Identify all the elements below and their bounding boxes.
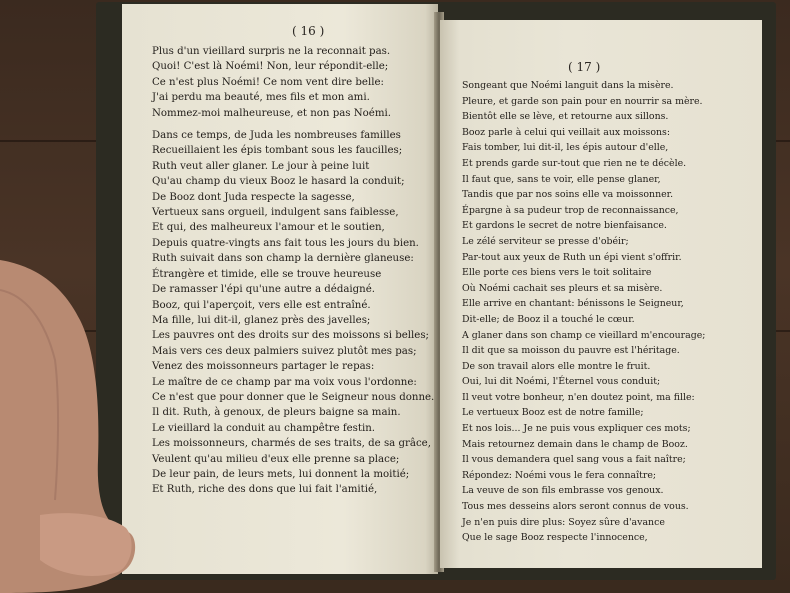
text-line: De son travail alors elle montre le fruit. [462, 360, 651, 372]
text-line: Vertueux sans orgueil, indulgent sans faiblesse, [152, 207, 399, 219]
text-line: Plus d'un vieillard surpris ne la reconnait pas. [152, 46, 391, 57]
text-line: Songeant que Noémi languit dans la misère. [462, 80, 674, 91]
text-line: Bientôt elle se lève, et retourne aux sillons. [462, 111, 669, 123]
text-line: Les moissonneurs, charmés de ses traits, de sa grâce, [152, 438, 431, 450]
text-line: Venez des moissonneurs partager le repas: [152, 361, 375, 373]
text-line: Mais retournez demain dans le champ de Booz. [462, 438, 688, 450]
text-line: Dans ce temps, de Juda les nombreuses familles [152, 130, 401, 142]
text-line: J'ai perdu ma beauté, mes fils et mon ami. [152, 92, 370, 104]
text-line: Pleure, et garde son pain pour en nourrir sa mère. [462, 95, 703, 107]
text-line: Mais vers ces deux palmiers suivez plutôt mes pas; [152, 345, 417, 357]
text-line: A glaner dans son champ ce vieillard m'encourage; [462, 329, 706, 341]
text-line: Quoi! C'est là Noémi! Non, leur répondit-elle; [152, 61, 389, 73]
text-line: Répondez: Noémi vous le fera connaître; [462, 469, 657, 481]
text-line: Et prends garde sur-tout que rien ne te décèle. [462, 157, 687, 169]
text-line: Depuis quatre-vingts ans fait tous les jours du bien. [152, 237, 419, 249]
text-line: La veuve de son fils embrasse vos genoux. [462, 485, 664, 497]
text-line: Ma fille, lui dit-il, glanez près des javelles; [152, 314, 371, 326]
text-line: De ramasser l'épi qu'une autre a dédaigné. [152, 284, 376, 296]
text-line: Étrangère et timide, elle se trouve heureuse [152, 268, 382, 280]
text-line: Ce n'est plus Noémi! Ce nom vent dire belle: [152, 76, 384, 88]
text-line: Tous mes desseins alors seront connus de vous. [462, 501, 689, 513]
text-line: Oui, lui dit Noémi, l'Éternel vous conduit; [462, 376, 661, 388]
text-line: Ruth suivait dans son champ la dernière glaneuse: [152, 253, 414, 265]
page-number: ( 17 ) [568, 60, 601, 74]
text-line: Fais tomber, lui dit-il, les épis autour d'elle, [462, 142, 669, 154]
text-line: Le maître de ce champ par ma voix vous l'ordonne: [152, 376, 417, 388]
text-line: Elle porte ces biens vers le toit solitaire [462, 267, 652, 279]
left-page [122, 4, 438, 574]
hand-holding-book [0, 260, 140, 593]
right-page [440, 20, 762, 568]
text-line: De leur pain, de leurs mets, lui donnent la moitié; [152, 468, 410, 480]
text-line: Veulent qu'au milieu d'eux elle prenne sa place; [152, 453, 400, 465]
open-book [96, 2, 776, 580]
text-line: Que le sage Booz respecte l'innocence, [462, 532, 648, 544]
text-line: Épargne à sa pudeur trop de reconnaissance, [462, 204, 679, 216]
text-line: De Booz dont Juda respecte la sagesse, [152, 191, 355, 203]
text-line: Il dit que sa moisson du pauvre est l'héritage. [462, 345, 680, 357]
text-line: Recueillaient les épis tombant sous les faucilles; [152, 145, 403, 157]
text-line: Où Noémi cachait ses pleurs et sa misère. [462, 282, 663, 294]
text-line: Il dit. Ruth, à genoux, de pleurs baigne sa main. [152, 407, 401, 419]
text-line: Je n'en puis dire plus: Soyez sûre d'avance [462, 516, 665, 528]
text-line: Et qui, des malheureux l'amour et le soutien, [152, 222, 385, 234]
text-line: Dit-elle; de Booz il a touché le cœur. [462, 313, 635, 325]
text-line: Qu'au champ du vieux Booz le hasard la conduit; [152, 176, 405, 188]
text-line: Par-tout aux yeux de Ruth un épi vient s'offrir. [462, 251, 682, 263]
page-number: ( 16 ) [292, 24, 325, 38]
text-line: Booz, qui l'aperçoit, vers elle est entraîné. [152, 299, 371, 311]
text-line: Booz parle à celui qui veillait aux moissons: [462, 126, 670, 138]
text-line: Ce n'est que pour donner que le Seigneur nous donne. [152, 391, 435, 403]
text-line: Il faut que, sans te voir, elle pense glaner, [462, 173, 661, 185]
text-line: Le vertueux Booz est de notre famille; [462, 407, 644, 419]
text-line: Nommez-moi malheureuse, et non pas Noémi. [152, 107, 391, 119]
text-line: Il vous demandera quel sang vous a fait naître; [462, 454, 686, 466]
text-line: Et nos lois... Je ne puis vous expliquer ces mots; [462, 423, 691, 435]
text-line: Et gardons le secret de notre bienfaisance. [462, 220, 667, 232]
poem-text [462, 78, 705, 546]
stanza-break [152, 121, 434, 128]
text-line: Il veut votre bonheur, n'en doutez point, ma fille: [462, 391, 695, 403]
text-line: Les pauvres ont des droits sur des moissons si belles; [152, 330, 429, 342]
text-line: Ruth veut aller glaner. Le jour à peine luit [152, 160, 370, 172]
text-line: Elle arrive en chantant: bénissons le Seigneur, [462, 298, 684, 310]
text-line: Tandis que par nos soins elle va moissonner. [462, 189, 674, 201]
poem-text [152, 44, 434, 498]
text-line: Le vieillard la conduit au champêtre festin. [152, 422, 376, 434]
text-line: Et Ruth, riche des dons que lui fait l'amitié, [152, 484, 378, 496]
text-line: Le zélé serviteur se presse d'obéir; [462, 235, 629, 247]
